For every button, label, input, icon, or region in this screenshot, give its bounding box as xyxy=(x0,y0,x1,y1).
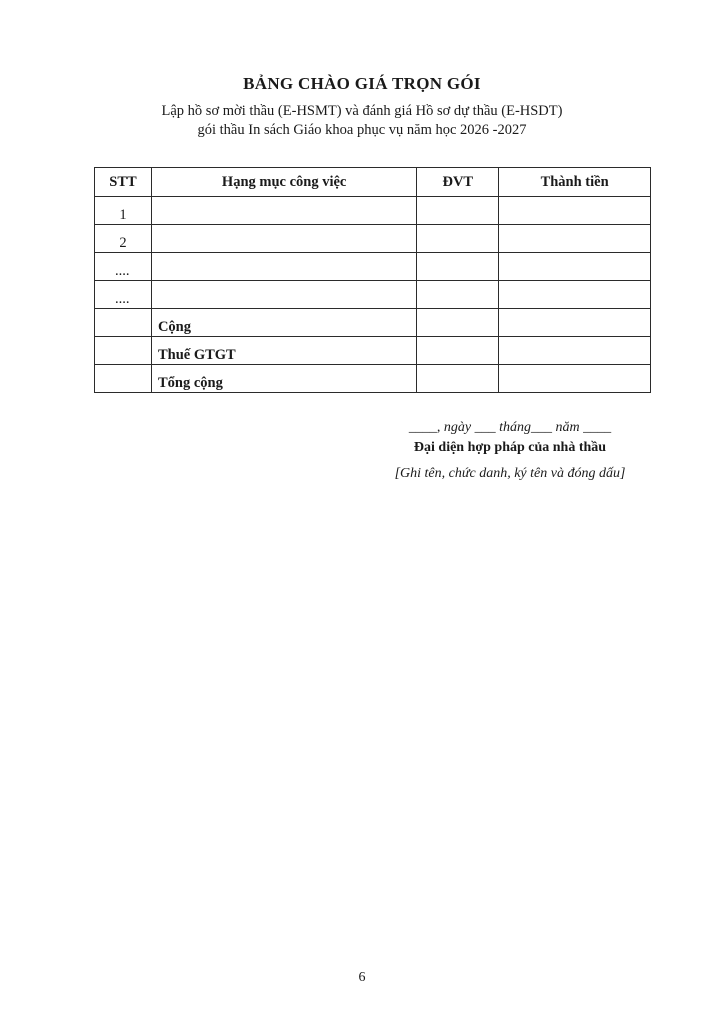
row-item xyxy=(151,281,416,309)
vat-row xyxy=(95,337,651,365)
row-amount xyxy=(499,337,651,365)
table-row xyxy=(95,281,651,309)
row-stt xyxy=(95,309,152,337)
row-item xyxy=(151,253,416,281)
row-unit xyxy=(417,253,499,281)
row-stt: 1 xyxy=(95,197,152,225)
header-amount: Thành tiền xyxy=(499,168,651,197)
row-amount xyxy=(499,253,651,281)
price-quote-table xyxy=(94,167,651,393)
row-stt: .... xyxy=(95,253,152,281)
row-item xyxy=(151,225,416,253)
row-unit xyxy=(417,337,499,365)
document-subtitle-line2: gói thầu In sách Giáo khoa phục vụ năm học 2026 -2027 xyxy=(197,122,527,138)
row-amount xyxy=(499,365,651,393)
table-row xyxy=(95,225,651,253)
header-item: Hạng mục công việc xyxy=(151,168,416,197)
row-unit xyxy=(417,309,499,337)
row-amount xyxy=(499,309,651,337)
row-item xyxy=(151,197,416,225)
row-amount xyxy=(499,225,651,253)
signature-date-line: ____, ngày ___ tháng___ năm ____ xyxy=(408,420,612,435)
subtotal-label: Cộng xyxy=(151,309,416,337)
header-stt: STT xyxy=(95,168,152,197)
table-row xyxy=(95,253,651,281)
row-stt xyxy=(95,337,152,365)
document-title: BẢNG CHÀO GIÁ TRỌN GÓI xyxy=(243,74,481,93)
row-unit xyxy=(417,225,499,253)
row-unit xyxy=(417,197,499,225)
vat-label: Thuế GTGT xyxy=(151,337,416,365)
row-stt: .... xyxy=(95,281,152,309)
row-unit xyxy=(417,281,499,309)
table-row xyxy=(95,197,651,225)
row-stt: 2 xyxy=(95,225,152,253)
total-row xyxy=(95,365,651,393)
row-unit xyxy=(417,365,499,393)
signature-note: [Ghi tên, chức danh, ký tên và đóng dấu] xyxy=(394,466,626,481)
document-subtitle-line1: Lập hồ sơ mời thầu (E-HSMT) và đánh giá Hồ sơ dự thầu (E-HSDT) xyxy=(161,103,563,119)
row-amount xyxy=(499,197,651,225)
header-unit: ĐVT xyxy=(417,168,499,197)
page-number: 6 xyxy=(358,970,366,985)
subtotal-row xyxy=(95,309,651,337)
table-header-row xyxy=(95,168,651,197)
row-amount xyxy=(499,281,651,309)
signer-title: Đại diện hợp pháp của nhà thầu xyxy=(413,440,607,455)
total-label: Tổng cộng xyxy=(151,365,416,393)
row-stt xyxy=(95,365,152,393)
